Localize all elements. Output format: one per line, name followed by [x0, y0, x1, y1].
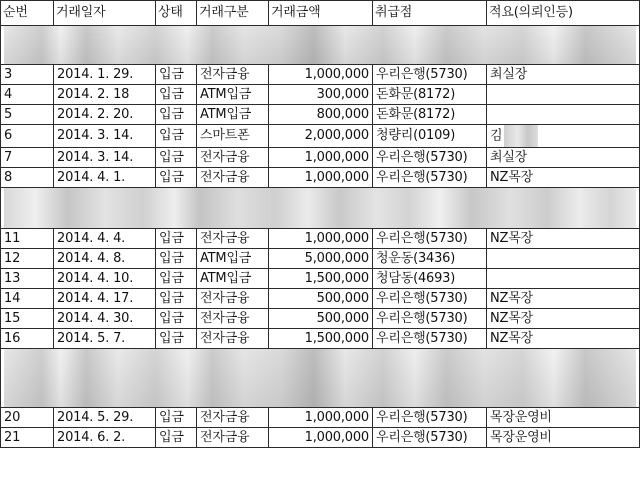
cell-branch: 청운동(3436) — [373, 249, 487, 269]
cell-status: 입금 — [156, 168, 197, 188]
cell-status: 입금 — [156, 329, 197, 349]
header-branch: 취급점 — [373, 1, 487, 26]
cell-type: 전자금융 — [197, 289, 269, 309]
cell-branch: 청량리(0109) — [373, 125, 487, 148]
cell-no: 7 — [1, 148, 54, 168]
cell-type: 전자금융 — [197, 408, 269, 428]
header-type: 거래구분 — [197, 1, 269, 26]
cell-memo: NZ목장 — [487, 329, 640, 349]
redacted-block — [1, 188, 640, 229]
cell-date: 2014. 2. 18 — [54, 85, 156, 105]
cell-type: 전자금융 — [197, 309, 269, 329]
cell-date: 2014. 4. 17. — [54, 289, 156, 309]
table-row — [1, 148, 640, 168]
cell-memo: 목장운영비 — [487, 428, 640, 448]
cell-memo: 최실장 — [487, 65, 640, 85]
cell-branch: 청담동(4693) — [373, 269, 487, 289]
cell-branch: 우리은행(5730) — [373, 289, 487, 309]
header-no: 순번 — [1, 1, 54, 26]
cell-branch: 우리은행(5730) — [373, 408, 487, 428]
cell-memo — [487, 269, 640, 289]
table-row — [1, 105, 640, 125]
cell-no: 4 — [1, 85, 54, 105]
cell-type: 전자금융 — [197, 148, 269, 168]
cell-date: 2014. 4. 1. — [54, 168, 156, 188]
cell-branch: 우리은행(5730) — [373, 229, 487, 249]
redacted-row — [1, 349, 640, 408]
cell-branch: 우리은행(5730) — [373, 428, 487, 448]
cell-amount: 1,500,000 — [269, 269, 373, 289]
cell-date: 2014. 3. 14. — [54, 125, 156, 148]
cell-no: 11 — [1, 229, 54, 249]
cell-amount: 1,000,000 — [269, 428, 373, 448]
header-date: 거래일자 — [54, 1, 156, 26]
cell-branch: 우리은행(5730) — [373, 65, 487, 85]
table-row — [1, 309, 640, 329]
header-memo: 적요(의뢰인등) — [487, 1, 640, 26]
cell-no: 15 — [1, 309, 54, 329]
cell-no: 21 — [1, 428, 54, 448]
table-row — [1, 329, 640, 349]
header-row — [1, 1, 640, 26]
cell-status: 입금 — [156, 65, 197, 85]
cell-no: 12 — [1, 249, 54, 269]
cell-status: 입금 — [156, 309, 197, 329]
cell-no: 16 — [1, 329, 54, 349]
header-status: 상태 — [156, 1, 197, 26]
cell-date: 2014. 4. 10. — [54, 269, 156, 289]
table-row — [1, 168, 640, 188]
table-row — [1, 85, 640, 105]
cell-date: 2014. 5. 7. — [54, 329, 156, 349]
cell-no: 20 — [1, 408, 54, 428]
cell-amount: 500,000 — [269, 309, 373, 329]
cell-date: 2014. 4. 8. — [54, 249, 156, 269]
cell-date: 2014. 5. 29. — [54, 408, 156, 428]
table-row — [1, 408, 640, 428]
header-amount: 거래금액 — [269, 1, 373, 26]
cell-status: 입금 — [156, 148, 197, 168]
redacted-row — [1, 26, 640, 65]
cell-type: ATM입금 — [197, 105, 269, 125]
cell-date: 2014. 2. 20. — [54, 105, 156, 125]
cell-memo: NZ목장 — [487, 309, 640, 329]
cell-no: 6 — [1, 125, 54, 148]
cell-amount: 1,000,000 — [269, 168, 373, 188]
table-row — [1, 125, 640, 148]
redacted-name-block — [504, 125, 538, 147]
cell-type: 스마트폰 — [197, 125, 269, 148]
cell-branch: 돈화문(8172) — [373, 105, 487, 125]
redacted-row — [1, 188, 640, 229]
cell-type: 전자금융 — [197, 229, 269, 249]
cell-date: 2014. 1. 29. — [54, 65, 156, 85]
cell-amount: 5,000,000 — [269, 249, 373, 269]
cell-status: 입금 — [156, 125, 197, 148]
cell-amount: 1,500,000 — [269, 329, 373, 349]
cell-type: ATM입금 — [197, 249, 269, 269]
table-row — [1, 289, 640, 309]
cell-branch: 우리은행(5730) — [373, 309, 487, 329]
cell-amount: 1,000,000 — [269, 229, 373, 249]
cell-status: 입금 — [156, 105, 197, 125]
cell-no: 5 — [1, 105, 54, 125]
cell-memo — [487, 105, 640, 125]
cell-no: 13 — [1, 269, 54, 289]
cell-memo — [487, 85, 640, 105]
cell-amount: 1,000,000 — [269, 65, 373, 85]
cell-status: 입금 — [156, 249, 197, 269]
cell-memo — [487, 249, 640, 269]
cell-type: 전자금융 — [197, 65, 269, 85]
cell-memo — [487, 125, 640, 148]
cell-status: 입금 — [156, 428, 197, 448]
cell-date: 2014. 6. 2. — [54, 428, 156, 448]
cell-date: 2014. 4. 4. — [54, 229, 156, 249]
cell-amount: 500,000 — [269, 289, 373, 309]
cell-no: 8 — [1, 168, 54, 188]
cell-status: 입금 — [156, 269, 197, 289]
cell-status: 입금 — [156, 289, 197, 309]
cell-amount: 2,000,000 — [269, 125, 373, 148]
cell-date: 2014. 4. 30. — [54, 309, 156, 329]
cell-type: ATM입금 — [197, 269, 269, 289]
cell-status: 입금 — [156, 85, 197, 105]
cell-amount: 1,000,000 — [269, 408, 373, 428]
cell-memo: 목장운영비 — [487, 408, 640, 428]
cell-branch: 돈화문(8172) — [373, 85, 487, 105]
table-row — [1, 269, 640, 289]
cell-branch: 우리은행(5730) — [373, 148, 487, 168]
cell-memo: NZ목장 — [487, 168, 640, 188]
cell-memo: 최실장 — [487, 148, 640, 168]
cell-no: 14 — [1, 289, 54, 309]
cell-memo: NZ목장 — [487, 229, 640, 249]
cell-type: 전자금융 — [197, 428, 269, 448]
cell-amount: 800,000 — [269, 105, 373, 125]
cell-type: ATM입금 — [197, 85, 269, 105]
redacted-block — [1, 26, 640, 65]
memo-text: 김 — [490, 128, 503, 144]
cell-branch: 우리은행(5730) — [373, 329, 487, 349]
table-row — [1, 249, 640, 269]
cell-status: 입금 — [156, 229, 197, 249]
cell-memo: NZ목장 — [487, 289, 640, 309]
cell-date: 2014. 3. 14. — [54, 148, 156, 168]
table-row — [1, 229, 640, 249]
cell-status: 입금 — [156, 408, 197, 428]
table-row — [1, 428, 640, 448]
table-row — [1, 65, 640, 85]
cell-amount: 1,000,000 — [269, 148, 373, 168]
redacted-block — [1, 349, 640, 408]
cell-type: 전자금융 — [197, 329, 269, 349]
cell-no: 3 — [1, 65, 54, 85]
cell-type: 전자금융 — [197, 168, 269, 188]
cell-amount: 300,000 — [269, 85, 373, 105]
cell-branch: 우리은행(5730) — [373, 168, 487, 188]
